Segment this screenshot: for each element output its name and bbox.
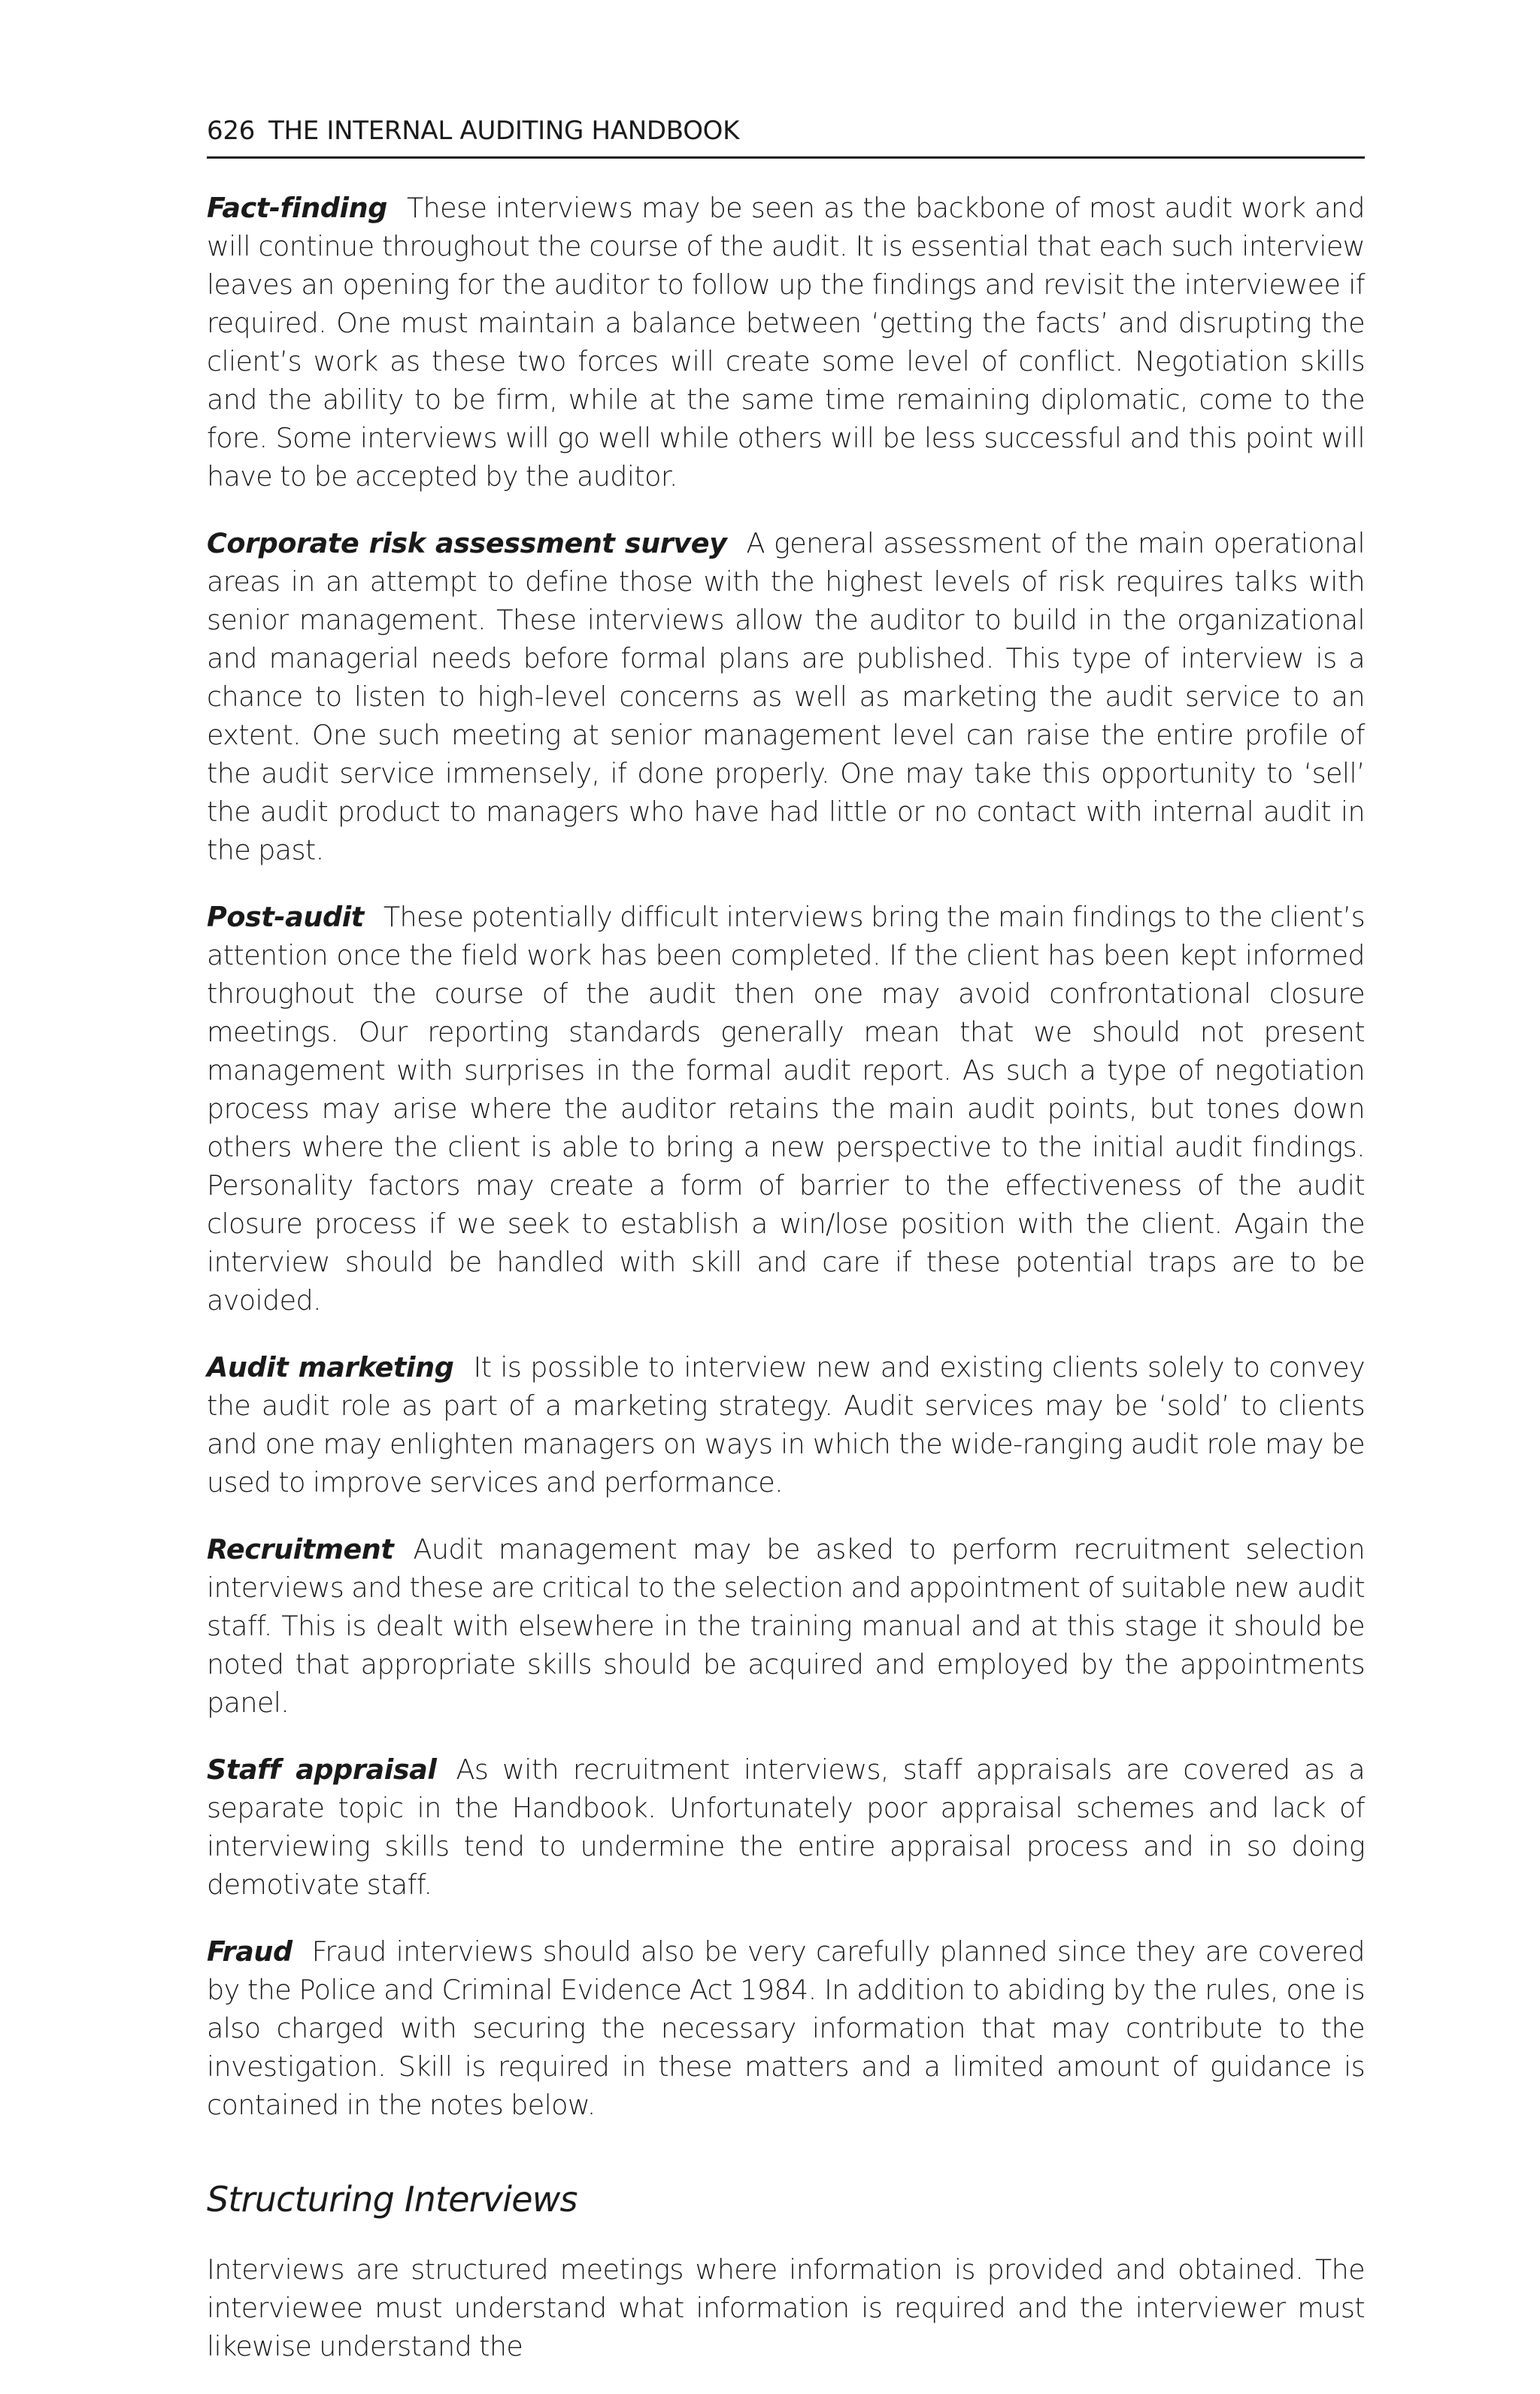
paragraph-structuring-intro <box>207 2250 1365 2365</box>
paragraph-text: As with recruitment interviews, staff appraisals are covered as a separate topic in the Handbook. Unfortunately poor appraisal schemes and lack of interviewing skills tend to undermine the entire appraisal process and in so doing demotivate staff. <box>207 1753 1365 1901</box>
paragraph-corporate-risk-assessment <box>207 524 1365 869</box>
term-heading: Staff appraisal <box>207 1753 437 1786</box>
paragraph-fact-finding <box>207 189 1365 495</box>
page-number: 626 <box>207 116 255 146</box>
paragraph-text: These potentially difficult interviews bring the main findings to the client’s attention once the field work has been completed. If the client has been kept informed throughout the course of the audit then one may avoid confrontational closure meetings. Our reporting standards generally mean that we should not present management with surprises in the formal audit report. As such a type of negotiation process may arise where the auditor retains the main audit points, but tones down others where the client is able to bring a new perspective to the initial audit findings. Personality factors may create a form of barrier to the effectiveness of the audit closure process if we seek to establish a win/lose position with the client. Again the interview should be handled with skill and care if these potential traps are to be avoided. <box>207 901 1365 1317</box>
term-heading: Fraud <box>207 1935 293 1968</box>
book-title: THE INTERNAL AUDITING HANDBOOK <box>268 116 740 146</box>
term-heading: Fact-finding <box>207 192 387 224</box>
term-heading: Recruitment <box>207 1533 394 1565</box>
term-heading: Audit marketing <box>207 1351 454 1383</box>
section-heading: Structuring Interviews <box>207 2179 578 2220</box>
paragraph-fraud <box>207 1932 1365 2124</box>
document-page <box>207 111 1365 2394</box>
paragraph-post-audit <box>207 898 1365 1320</box>
running-header <box>207 111 1365 159</box>
term-heading: Post-audit <box>207 901 364 933</box>
paragraph-text: Interviews are structured meetings where information is provided and obtained. The interviewee must understand what information is required and the interviewer must likewise understand the <box>207 2253 1365 2362</box>
paragraph-text: Audit management may be asked to perform recruitment selection interviews and these are critical to the selection and appointment of suitable new audit staff. This is dealt with elsewhere in the training manual and at this stage it should be noted that appropriate skills should be acquired and employed by the appointments panel. <box>207 1533 1365 1719</box>
term-heading: Corporate risk assessment survey <box>207 527 727 559</box>
paragraph-text: Fraud interviews should also be very carefully planned since they are covered by the Police and Criminal Evidence Act 1984. In addition to abiding by the rules, one is also charged with securing the necessary information that may contribute to the investigation. Skill is required in these matters and a limited amount of guidance is contained in the notes below. <box>207 1935 1365 2121</box>
paragraph-text: It is possible to interview new and existing clients solely to convey the audit role as part of a marketing strategy. Audit services may be ‘sold’ to clients and one may enlighten managers on ways in which the wide-ranging audit role may be used to improve services and performance. <box>207 1351 1365 1499</box>
body-text <box>207 189 1365 2365</box>
paragraph-recruitment <box>207 1530 1365 1722</box>
paragraph-audit-marketing <box>207 1348 1365 1502</box>
paragraph-text: A general assessment of the main operational areas in an attempt to define those with the highest levels of risk requires talks with senior management. These interviews allow the auditor to build in the organizational and managerial needs before formal plans are published. This type of interview is a chance to listen to high-level concerns as well as marketing the audit service to an extent. One such meeting at senior management level can raise the entire profile of the audit service immensely, if done properly. One may take this opportunity to ‘sell’ the audit product to managers who have had little or no contact with internal audit in the past. <box>207 527 1366 866</box>
paragraph-text: These interviews may be seen as the backbone of most audit work and will continue throughout the course of the audit. It is essential that each such interview leaves an opening for the auditor to follow up the findings and revisit the interviewee if required. One must maintain a balance between ‘getting the facts’ and disrupting the client’s work as these two forces will create some level of conflict. Negotiation skills and the ability to be firm, while at the same time remaining diplomatic, come to the fore. Some interviews will go well while others will be less successful and this point will have to be accepted by the auditor. <box>207 192 1365 492</box>
paragraph-staff-appraisal <box>207 1750 1365 1904</box>
